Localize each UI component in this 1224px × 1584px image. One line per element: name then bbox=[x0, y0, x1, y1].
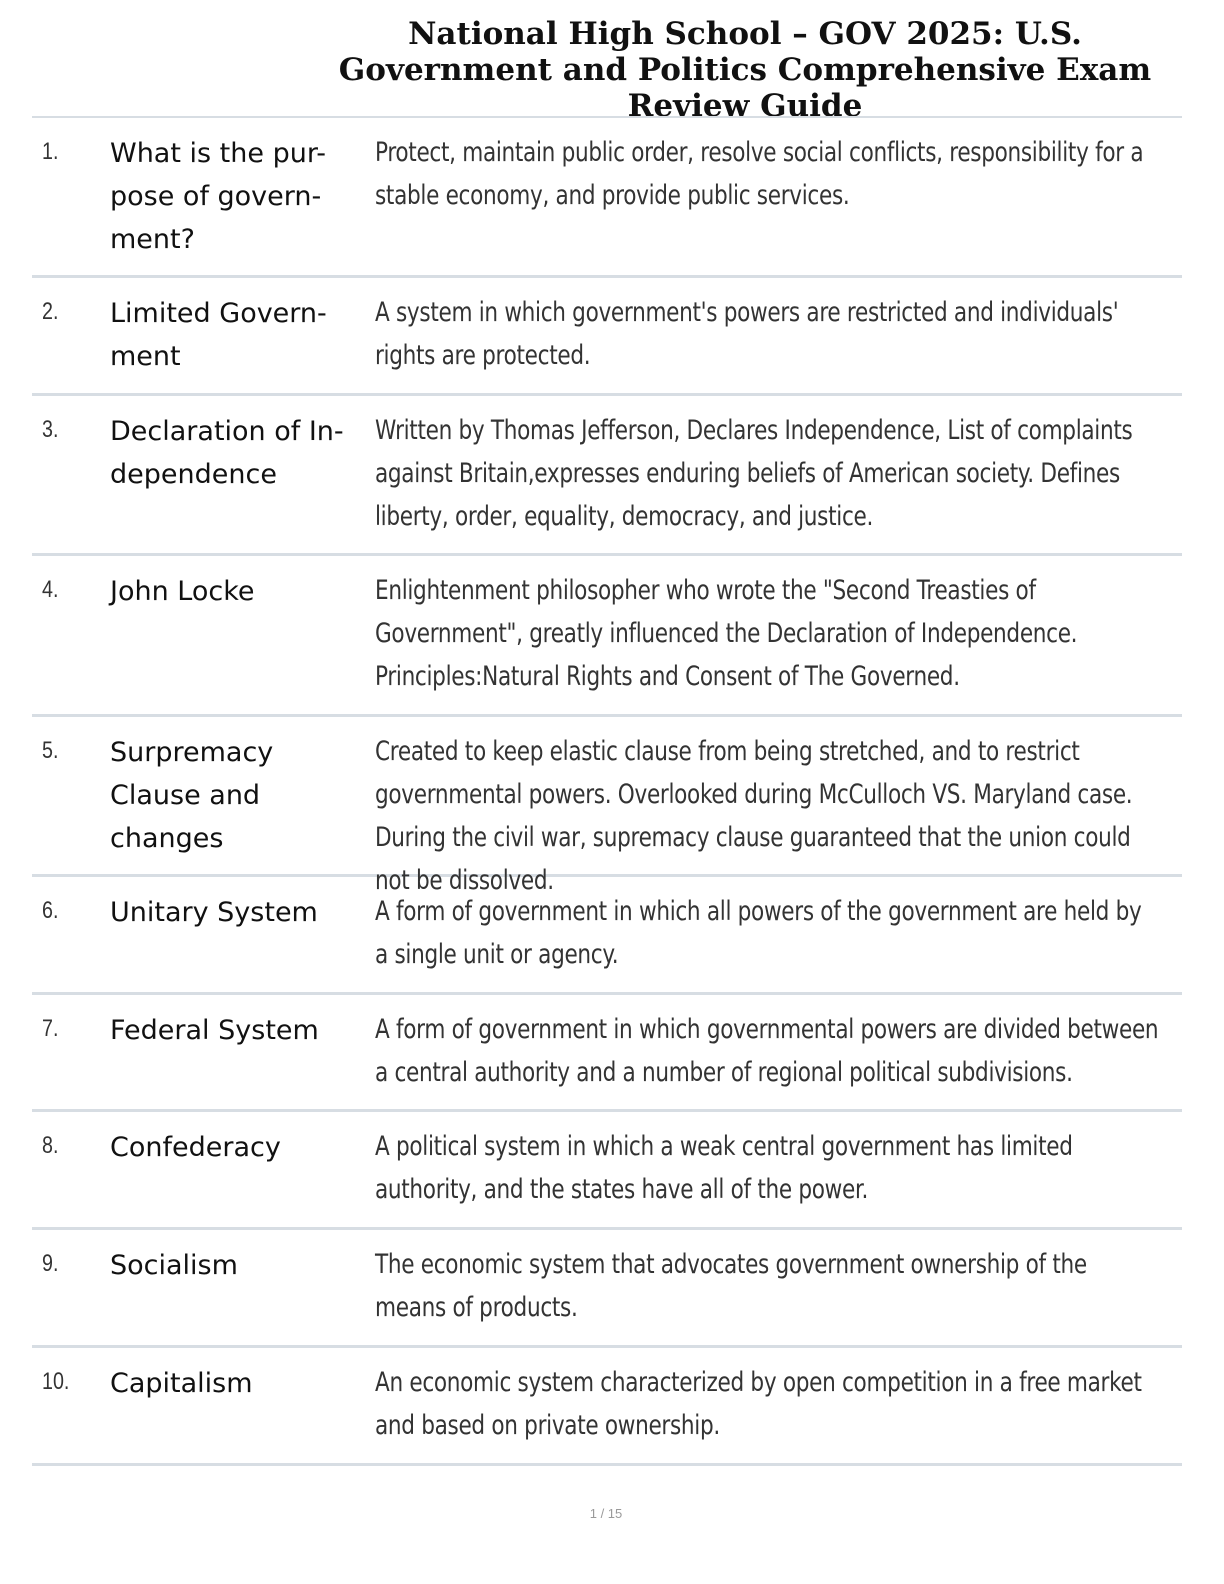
term-number: 6. bbox=[42, 897, 59, 924]
term-number: 7. bbox=[42, 1015, 59, 1042]
term-number: 9. bbox=[42, 1250, 59, 1277]
term-name-line: Limited Govern- bbox=[110, 298, 327, 329]
term-name bbox=[110, 410, 372, 496]
term-name-line: John Locke bbox=[110, 576, 255, 607]
term-name-line: Federal System bbox=[110, 1015, 319, 1046]
term-number: 2. bbox=[42, 298, 59, 325]
term-row-1 bbox=[32, 118, 1182, 278]
term-name bbox=[110, 132, 372, 261]
title-line-1: National High School – GOV 2025: U.S. bbox=[408, 16, 1082, 52]
term-name-line: Clause and bbox=[110, 780, 261, 811]
term-name-line: Surpremacy bbox=[110, 737, 274, 768]
term-name-line: Capitalism bbox=[110, 1368, 253, 1399]
term-number: 4. bbox=[42, 576, 59, 603]
term-number: 8. bbox=[42, 1132, 59, 1159]
term-name-line: changes bbox=[110, 823, 224, 854]
term-definition: Protect, maintain public order, resolve social conflicts, responsibility for a stable economy, and provide public services. bbox=[375, 137, 1144, 211]
term-number: 3. bbox=[42, 416, 59, 443]
term-definition: Created to keep elastic clause from being stretched, and to restrict governmental powers. Overlooked during McCulloch VS. Maryland case. During the civil war, supremacy clause guaranteed that the union could not be dissolved. bbox=[375, 736, 1133, 896]
term-name bbox=[110, 731, 372, 860]
term-name-line: Unitary System bbox=[110, 897, 318, 928]
term-row-3 bbox=[32, 396, 1182, 556]
term-definition: Enlightenment philosopher who wrote the "Second Treasties of Government", greatly influenced the Declaration of Independence. Principles:Natural Rights and Consent of The Governed. bbox=[375, 575, 1078, 692]
title-line-3: Review Guide bbox=[627, 88, 863, 124]
term-definition: A political system in which a weak central government has limited authority, and the states have all of the power. bbox=[375, 1131, 1073, 1205]
term-name bbox=[110, 1009, 372, 1052]
term-definition: A form of government in which governmental powers are divided between a central authority and a number of regional political subdivisions. bbox=[375, 1014, 1159, 1088]
term-number: 10. bbox=[42, 1368, 70, 1395]
terms-table bbox=[32, 118, 1182, 1466]
term-name-line: Confederacy bbox=[110, 1132, 281, 1163]
term-name bbox=[110, 1362, 372, 1405]
term-definition: A system in which government's powers are restricted and individuals' rights are protected. bbox=[375, 297, 1119, 371]
term-definition: An economic system characterized by open competition in a free market and based on private ownership. bbox=[375, 1367, 1142, 1441]
term-row-4 bbox=[32, 556, 1182, 717]
term-name-line: ment bbox=[110, 341, 181, 372]
term-number: 5. bbox=[42, 737, 59, 764]
term-name bbox=[110, 292, 372, 378]
term-name-line: What is the pur- bbox=[110, 138, 326, 169]
term-row-7 bbox=[32, 995, 1182, 1112]
term-row-5 bbox=[32, 717, 1182, 896]
page-title bbox=[300, 16, 1190, 124]
term-definition: The economic system that advocates government ownership of the means of products. bbox=[375, 1249, 1087, 1323]
term-name bbox=[110, 891, 372, 934]
term-name-line: Socialism bbox=[110, 1250, 238, 1281]
title-line-2: Government and Politics Comprehensive Exam bbox=[338, 52, 1152, 88]
term-row-2 bbox=[32, 278, 1182, 396]
term-row-9 bbox=[32, 1230, 1182, 1348]
page-number: 1 / 15 bbox=[589, 1506, 623, 1521]
term-name bbox=[110, 1126, 372, 1169]
term-definition: A form of government in which all powers of the government are held by a single unit or agency. bbox=[375, 896, 1142, 970]
term-name-line: dependence bbox=[110, 459, 277, 490]
term-name bbox=[110, 1244, 372, 1287]
term-name-line: Declaration of In- bbox=[110, 416, 344, 447]
term-definition: Written by Thomas Jefferson, Declares Independence, List of complaints against Britain,expresses enduring beliefs of American society. Defines liberty, order, equality, democracy, and justice. bbox=[375, 415, 1133, 532]
term-number: 1. bbox=[42, 138, 59, 165]
term-name bbox=[110, 570, 372, 613]
term-row-8 bbox=[32, 1112, 1182, 1230]
term-name-line: ment? bbox=[110, 224, 195, 255]
term-name-line: pose of govern- bbox=[110, 181, 322, 212]
term-row-10 bbox=[32, 1348, 1182, 1466]
term-row-6 bbox=[32, 877, 1182, 995]
